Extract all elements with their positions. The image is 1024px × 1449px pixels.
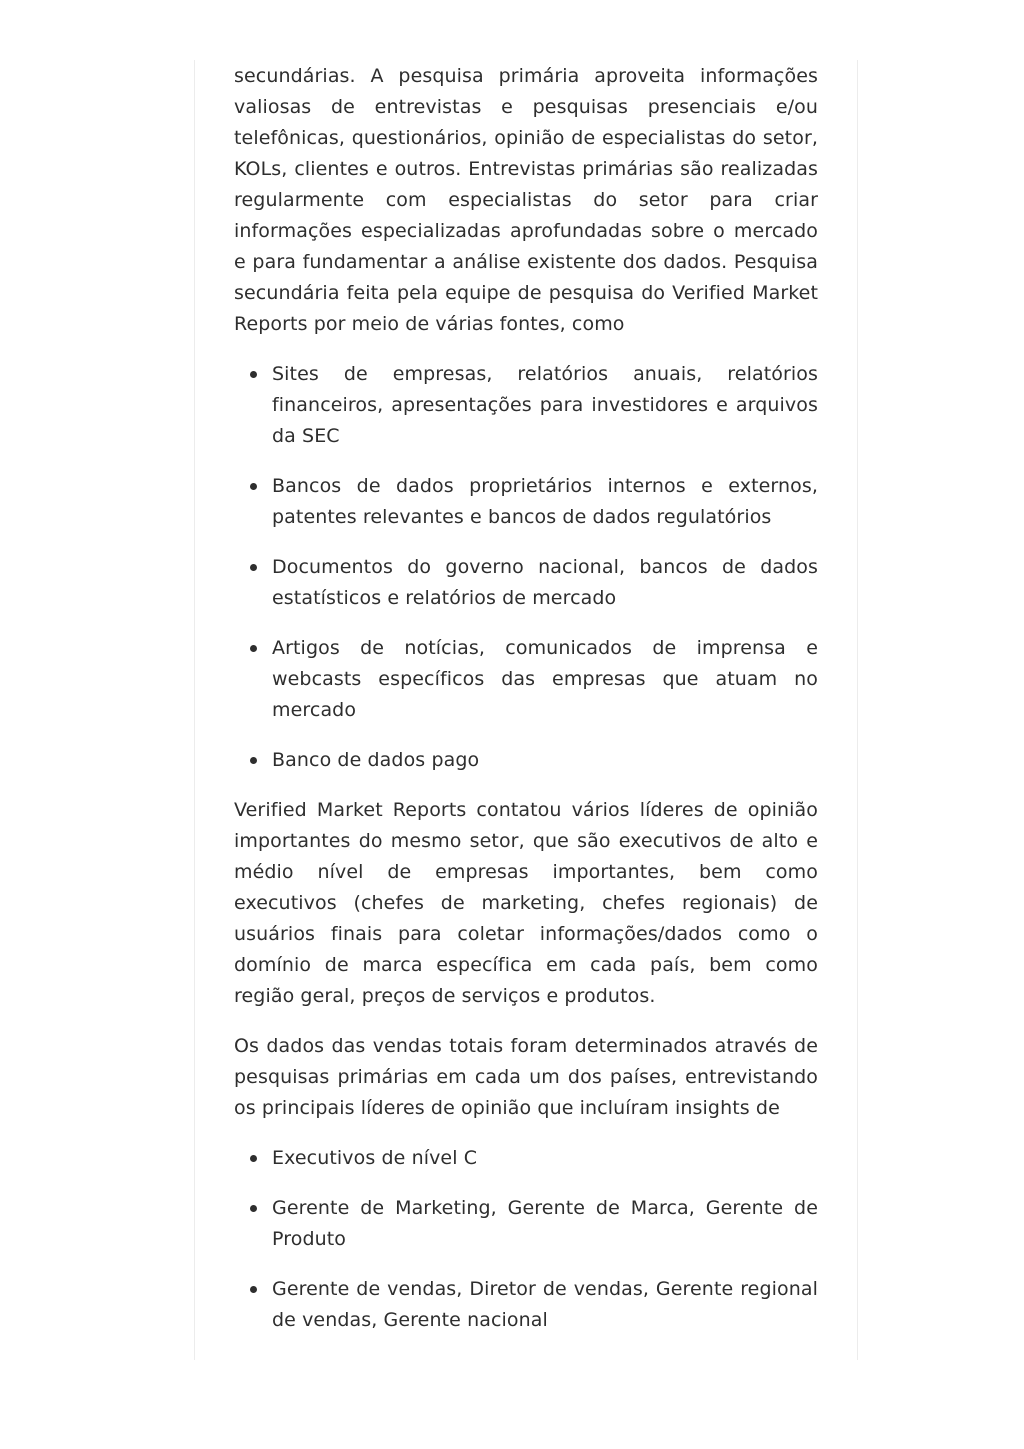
list-item: Bancos de dados proprietários internos e externos, patentes relevantes e bancos de dados regulatórios — [272, 471, 818, 533]
list-item: Banco de dados pago — [272, 745, 818, 776]
list-item: Executivos de nível C — [272, 1143, 818, 1174]
list-item: Artigos de notícias, comunicados de imprensa e webcasts específicos das empresas que atuam no mercado — [272, 633, 818, 726]
opinion-leaders-paragraph: Verified Market Reports contatou vários líderes de opinião importantes do mesmo setor, que são executivos de alto e médio nível de empresas importantes, bem como executivos (chefes de marketing, chefes regionais) de usuários finais para coletar informações/dados como o domínio de marca específica em cada país, bem como região geral, preços de serviços e produtos. — [234, 799, 818, 1007]
document-body — [234, 61, 818, 1355]
intro-paragraph: secundárias. A pesquisa primária aproveita informações valiosas de entrevistas e pesquisas presenciais e/ou telefônicas, questionários, opinião de especialistas do setor, KOLs, clientes e outros. Entrevistas primárias são realizadas regularmente com especialistas do setor para criar informações especializadas aprofundadas sobre o mercado e para fundamentar a análise existente dos dados. Pesquisa secundária feita pela equipe de pesquisa do Verified Market Reports por meio de várias fontes, como — [234, 65, 818, 335]
sales-data-paragraph: Os dados das vendas totais foram determinados através de pesquisas primárias em cada um dos países, entrevistando os principais líderes de opinião que incluíram insights de — [234, 1035, 818, 1119]
list-item: Gerente de Marketing, Gerente de Marca, Gerente de Produto — [272, 1193, 818, 1255]
insight-sources-list — [234, 1143, 818, 1336]
list-item: Gerente de vendas, Diretor de vendas, Gerente regional de vendas, Gerente nacional — [272, 1274, 818, 1336]
list-item: Documentos do governo nacional, bancos de dados estatísticos e relatórios de mercado — [272, 552, 818, 614]
secondary-sources-list — [234, 359, 818, 776]
list-item: Sites de empresas, relatórios anuais, relatórios financeiros, apresentações para investidores e arquivos da SEC — [272, 359, 818, 452]
